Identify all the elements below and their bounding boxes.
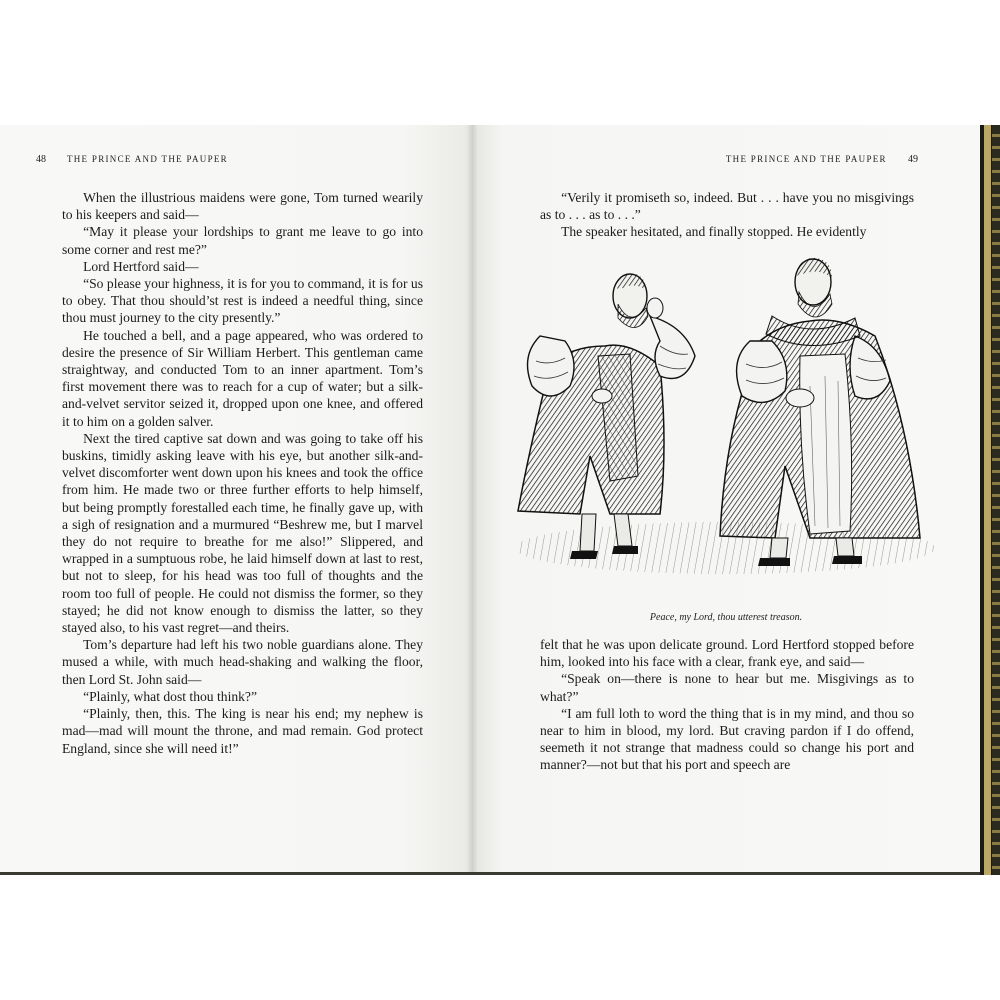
right-figure (720, 258, 920, 566)
paragraph: “May it please your lordships to grant me leave to go into some corner and rest me?” (62, 224, 423, 257)
paragraph: Next the tired captive sat down and was going to take off his buskins, timidly asking leave with his eye, but another silk-and-velvet discomforter went down upon his knees and took the office from him. He made two or three further efforts to help himself, but being promptly forestalled each time, he finally gave up, with a sigh of resignation and a murmured “Beshrew me, but I marvel they do not require to breathe for me also!” Slippered, and wrapped in a sumptuous robe, he laid himself down at last to rest, but not to sleep, for his head was too full of thoughts and the room too full of people. He could not dismiss the former, so they stayed; he did not know enough to dismiss the latter, so they stayed also, to his vast regret—and theirs. (62, 430, 423, 636)
paragraph: “Verily it promiseth so, indeed. But . . . have you no misgivings as to . . . as to . . .” (540, 190, 914, 223)
paragraph: “Speak on—there is none to hear but me. Misgivings as to what?” (540, 671, 914, 704)
book-gutter (466, 125, 478, 873)
page-bottom-edge (0, 872, 980, 875)
cover-pattern (992, 125, 1000, 875)
left-figure (518, 274, 695, 559)
left-page (0, 125, 472, 873)
left-running-title: THE PRINCE AND THE PAUPER (66, 154, 228, 164)
right-running-head (726, 154, 918, 165)
paragraph: “Plainly, then, this. The king is near his end; my nephew is mad—mad will mount the throne, and mad remain. God protect England, since she will need it!” (62, 706, 423, 756)
left-page-number: 48 (36, 154, 46, 165)
paragraph: When the illustrious maidens were gone, Tom turned wearily to his keepers and said— (62, 190, 423, 223)
paragraph: Tom’s departure had left his two noble guardians alone. They mused a while, with much head-shaking and walking the floor, then Lord St. John said— (62, 637, 423, 687)
right-page-number: 49 (908, 154, 918, 165)
paragraph: “So please your highness, it is for you to command, it is for us to obey. That thou should’st rest is indeed a needful thing, since thou must journey to the city presently.” (62, 276, 423, 326)
paragraph: felt that he was upon delicate ground. Lord Hertford stopped before him, looked into his face with a clear, frank eye, and said— (540, 637, 914, 670)
left-running-head (36, 154, 228, 165)
paragraph: The speaker hesitated, and finally stopped. He evidently (561, 224, 867, 240)
engraving-illustration (510, 246, 950, 574)
gilt-edge (984, 125, 991, 875)
illustration-caption: Peace, my Lord, thou utterest treason. (649, 612, 803, 623)
paragraph: “I am full loth to word the thing that is in my mind, and thou so near to him in blood, my lord. But craving pardon if I do offend, seemeth it not strange that madness could so change his port and manner?—not but that his port and speech are (540, 705, 914, 773)
right-body-text-bottom (540, 636, 914, 774)
left-body-text (62, 189, 423, 757)
book-cover-edge (980, 125, 1000, 875)
paragraph: Lord Hertford said— (83, 258, 199, 274)
right-body-text-top (540, 189, 914, 241)
paragraph: “Plainly, what dost thou think?” (83, 688, 258, 704)
paragraph: He touched a bell, and a page appeared, who was ordered to desire the presence of Sir William Herbert. This gentleman came straightway, and conducted Tom to an inner apartment. Tom’s first movement there was to reach for a cup of water; but a silk-and-velvet servitor seized it, dropped upon one knee, and offered it to him on a golden salver. (62, 327, 423, 429)
right-running-title: THE PRINCE AND THE PAUPER (725, 154, 887, 164)
